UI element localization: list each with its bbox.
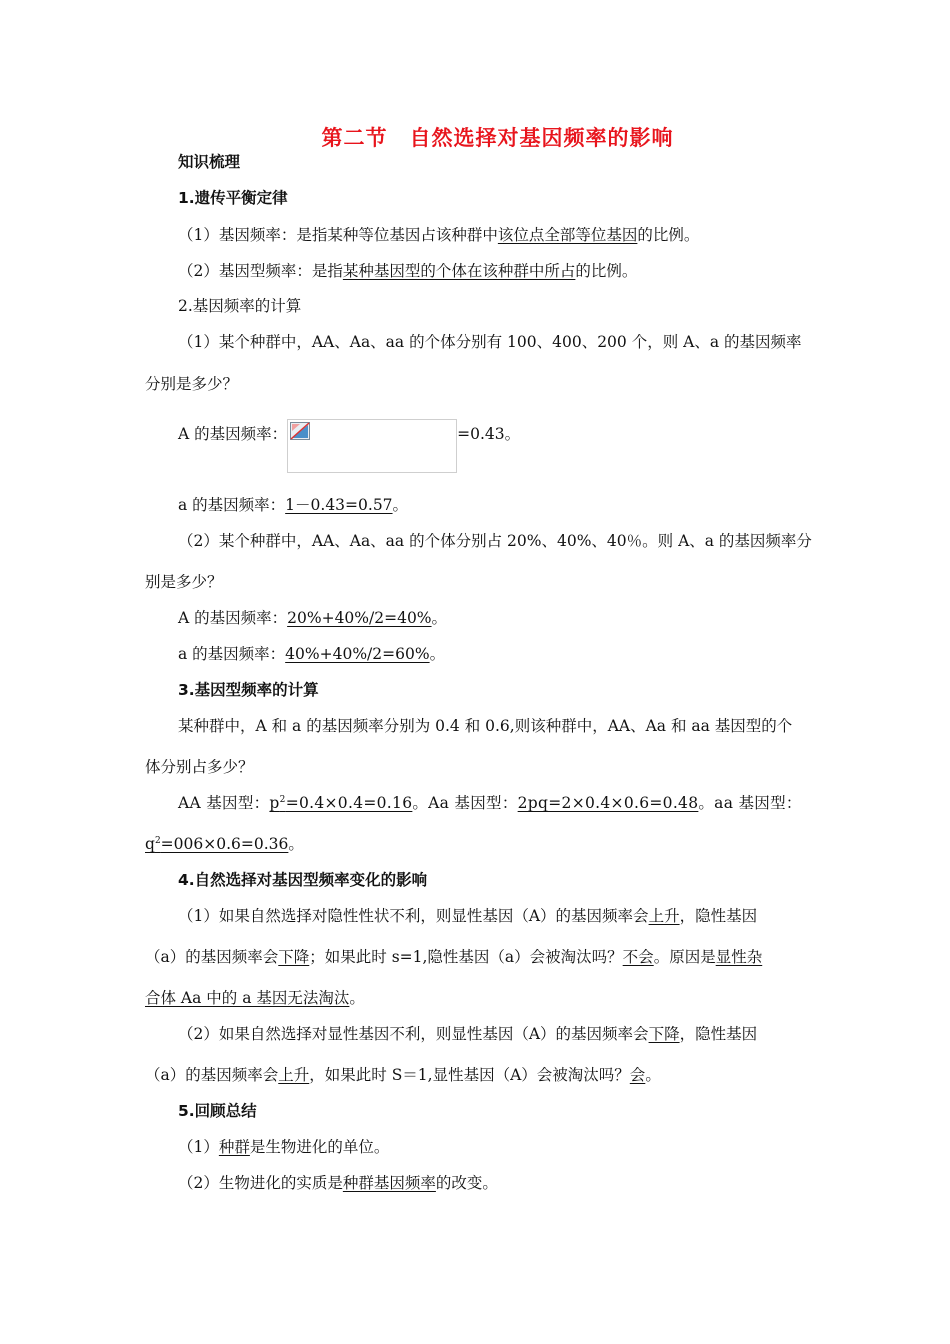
section-2-heading: 2.基因频率的计算 (178, 297, 302, 315)
text-span: 的改变。 (435, 1174, 498, 1192)
text-span: ，如果此时 S＝1,显性基因（A）会被淘汰吗？ (309, 1066, 630, 1084)
text-span: 。Aa 基因型： (412, 794, 518, 812)
broken-image-placeholder (287, 419, 457, 473)
broken-image-icon (290, 422, 310, 440)
section-3-heading: 3.基因型频率的计算 (178, 681, 319, 699)
question-3-line-1: 某种群中，A 和 a 的基因频率分别为 0.4 和 0.6,则该种群中，AA、Aa 和 aa 基因型的个 (178, 717, 793, 735)
text-span: p (269, 794, 280, 812)
section-5-heading: 5.回顾总结 (178, 1102, 257, 1120)
a-frequency-line (178, 494, 408, 516)
text-span: A 的基因频率： (178, 609, 288, 627)
text-span: 的比例。 (637, 226, 700, 244)
text-span: （2）基因型频率：是指 (178, 262, 343, 280)
text-span: =0.43。 (457, 425, 521, 443)
text-span: a 的基因频率： (178, 496, 286, 514)
text-span: （1）如果自然选择对隐性性状不利，则显性基因（A）的基因频率会 (178, 907, 649, 925)
superscript: 2 (154, 836, 161, 846)
gene-frequency-definition (178, 224, 699, 246)
text-span: q (145, 835, 155, 853)
Aa-answer: 2pq=2×0.4×0.6=0.48 (517, 794, 699, 812)
text-span: ，隐性基因 (679, 907, 758, 925)
answer-underline: 会 (629, 1066, 646, 1084)
text-span: 。 (288, 835, 304, 853)
genotype-frequency-definition (178, 260, 637, 282)
genotype-answer-line-2 (145, 833, 304, 855)
question-1-line-1: （1）某个种群中，AA、Aa、aa 的个体分别有 100、400、200 个，则 A、a 的基因频率 (178, 333, 802, 351)
text-span: a 的基因频率： (178, 645, 286, 663)
text-span: （1）基因频率：是指某种等位基因占该种群中 (178, 226, 498, 244)
selection-recessive-line-1 (178, 905, 757, 927)
selection-recessive-line-3 (145, 987, 365, 1009)
text-span: 。 (431, 609, 448, 627)
genotype-answer-line-1 (178, 792, 802, 814)
answer-underline: 某种基因型的个体在该种群中所占 (342, 262, 576, 280)
text-span: （2）如果自然选择对显性基因不利，则显性基因（A）的基因频率会 (178, 1025, 649, 1043)
text-span: 的比例。 (575, 262, 638, 280)
text-span: AA 基因型： (178, 794, 270, 812)
text-span: ，隐性基因 (679, 1025, 758, 1043)
answer-underline: 显性杂 (715, 948, 763, 966)
question-2-line-2: 别是多少？ (145, 573, 223, 591)
text-span: （a）的基因频率会 (145, 948, 279, 966)
text-span: 。 (349, 989, 365, 1007)
selection-dominant-line-2 (145, 1064, 661, 1086)
aa-answer (145, 835, 288, 853)
section-heading-review: 知识梳理 (178, 153, 241, 171)
text-span: 。 (645, 1066, 661, 1084)
AA-answer (269, 794, 412, 812)
section-1-heading: 1.遗传平衡定律 (178, 189, 288, 207)
text-span: （2）生物进化的实质是 (178, 1174, 343, 1192)
answer-underline: 种群 (218, 1138, 250, 1156)
text-span: 。aa 基因型： (698, 794, 802, 812)
answer-underline: 下降 (648, 1025, 680, 1043)
text-span: =0.4×0.4=0.16 (285, 794, 413, 812)
answer-underline: 上升 (648, 907, 680, 925)
page-title: 第二节 自然选择对基因频率的影响 (321, 126, 674, 150)
answer-underline: 40%+40%/2=60% (285, 645, 430, 663)
selection-recessive-line-2 (145, 946, 762, 968)
text-span: 。 (429, 645, 446, 663)
a2-frequency-line (178, 643, 445, 665)
answer-underline: 下降 (278, 948, 310, 966)
answer-underline: 合体 Aa 中的 a 基因无法淘汰 (145, 989, 350, 1007)
superscript: 2 (279, 795, 286, 805)
question-2-line-1: （2）某个种群中，AA、Aa、aa 的个体分别占 20%、40%、40％。则 A、a 的基因频率分 (178, 532, 812, 550)
answer-underline: 种群基因频率 (342, 1174, 436, 1192)
summary-line-2 (178, 1172, 498, 1194)
section-4-heading: 4.自然选择对基因型频率变化的影响 (178, 871, 428, 889)
answer-underline: 1－0.43=0.57 (285, 496, 393, 514)
selection-dominant-line-1 (178, 1023, 757, 1045)
answer-underline: 不会 (622, 948, 654, 966)
answer-underline: 该位点全部等位基因 (497, 226, 638, 244)
text-span: （1） (178, 1138, 219, 1156)
A-frequency-line (178, 423, 520, 473)
text-span: 。 (392, 496, 409, 514)
question-1-line-2: 分别是多少？ (145, 375, 239, 393)
text-span: 是生物进化的单位。 (249, 1138, 390, 1156)
text-span: ；如果此时 s=1,隐性基因（a）会被淘汰吗？ (309, 948, 623, 966)
answer-underline: 20%+40%/2=40% (287, 609, 432, 627)
text-span: A 的基因频率： (178, 425, 288, 443)
question-3-line-2: 体分别占多少？ (145, 758, 254, 776)
A2-frequency-line (178, 607, 447, 629)
text-span: （a）的基因频率会 (145, 1066, 279, 1084)
answer-underline: 上升 (278, 1066, 310, 1084)
text-span: 。原因是 (653, 948, 716, 966)
text-span: =006×0.6=0.36 (160, 835, 289, 853)
summary-line-1 (178, 1136, 389, 1158)
